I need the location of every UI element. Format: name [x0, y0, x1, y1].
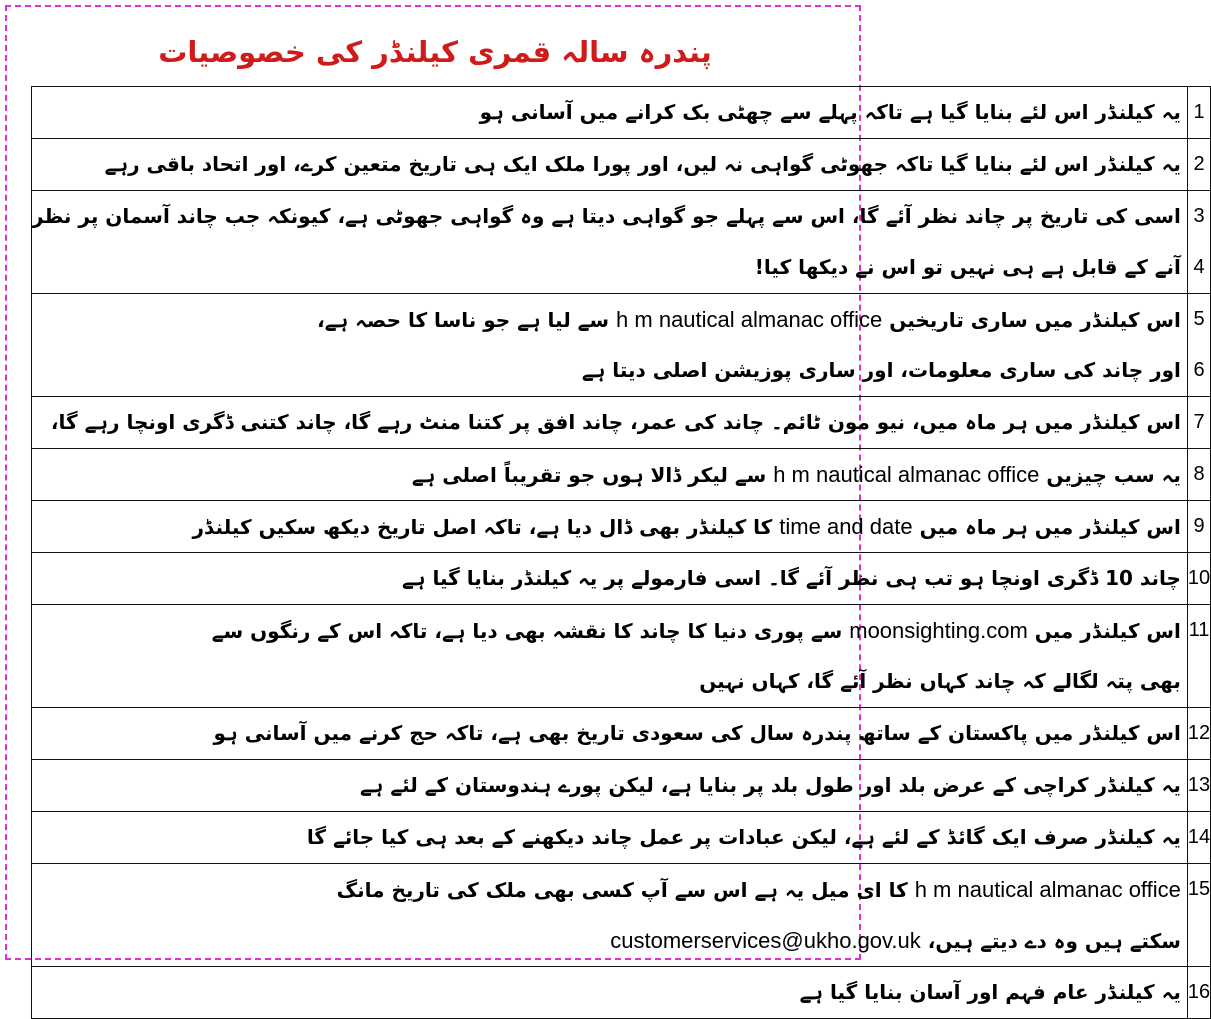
table-row	[32, 87, 1211, 139]
feature-text-cell	[32, 501, 1188, 553]
urdu-text: آنے کے قابل ہے ہی نہیں تو اس نے دیکھا کیا!	[754, 255, 1181, 279]
feature-text-cell	[32, 191, 1188, 294]
feature-text-cell	[32, 397, 1188, 449]
item-number-cell	[1187, 708, 1210, 760]
feature-text-line	[32, 708, 1187, 759]
item-number: 5	[1193, 308, 1205, 330]
item-number-cell	[1187, 501, 1210, 553]
table-row	[32, 708, 1211, 760]
urdu-text: یہ کیلنڈر صرف ایک گائڈ کے لئے ہے، لیکن عبادات پر عمل چاند دیکھنے کے بعد ہی کیا جائے گا	[306, 825, 1181, 849]
feature-text-line	[32, 397, 1187, 448]
urdu-text: اسی کی تاریخ پر چاند نظر آئے گا، اس سے پہلے جو گواہی دیتا ہے وہ گواہی جھوٹی ہے، کیونکہ جب چاند آسمان پر نظر	[32, 204, 1181, 228]
item-number: 16	[1187, 981, 1211, 1003]
table-row	[32, 553, 1211, 605]
item-number-cell	[1187, 449, 1210, 501]
feature-text-cell	[32, 605, 1188, 708]
table-row	[32, 967, 1211, 1019]
feature-text-cell	[32, 139, 1188, 191]
urdu-text: اس کیلنڈر میں ہر ماہ میں، نیو مون ٹائم۔ چاند کی عمر، چاند افق پر کتنا منٹ رہے گا، چاند کتنی ڈگری اونچا رہے گا،	[50, 410, 1181, 434]
feature-text-line	[32, 967, 1187, 1018]
item-number-cell	[1187, 553, 1210, 605]
page-title: پندرہ سالہ قمری کیلنڈر کی خصوصیات	[158, 35, 712, 69]
english-term: time and date	[779, 514, 913, 539]
english-term: customerservices@ukho.gov.uk	[610, 928, 921, 953]
feature-text-cell	[32, 87, 1188, 139]
urdu-text: یہ سب چیزیں	[1046, 463, 1181, 487]
feature-text-cell	[32, 294, 1188, 397]
table-row	[32, 449, 1211, 501]
english-term: h m nautical almanac office	[773, 462, 1040, 487]
table-row	[32, 191, 1211, 294]
urdu-text: اور چاند کی ساری معلومات، اور ساری پوزیشن اصلی دیتا ہے	[581, 358, 1181, 382]
item-number: 14	[1187, 826, 1211, 848]
item-number-cell	[1187, 87, 1210, 139]
feature-text-line	[32, 242, 1187, 293]
urdu-text: اس کیلنڈر میں ساری تاریخیں	[889, 308, 1181, 332]
feature-text-cell	[32, 864, 1188, 967]
table-row	[32, 294, 1211, 397]
item-number: 13	[1187, 774, 1211, 796]
feature-text-line	[32, 501, 1187, 552]
feature-text-line	[32, 449, 1187, 500]
item-number: 6	[1193, 359, 1205, 381]
urdu-text: سے لیا ہے جو ناسا کا حصہ ہے،	[317, 308, 610, 332]
item-number: 4	[1193, 256, 1205, 278]
table-row	[32, 397, 1211, 449]
urdu-text: یہ کیلنڈر اس لئے بنایا گیا ہے تاکہ پہلے سے چھٹی بک کرانے میں آسانی ہو	[479, 100, 1181, 124]
table-row	[32, 864, 1211, 967]
english-term: h m nautical almanac office	[914, 877, 1181, 902]
urdu-text: کا ای میل یہ ہے اس سے آپ کسی بھی ملک کی تاریخ مانگ	[336, 878, 908, 902]
feature-text-cell	[32, 760, 1188, 812]
urdu-text: چاند 10 ڈگری اونچا ہو تب ہی نظر آئے گا۔ اسی فارمولے پر یہ کیلنڈر بنایا گیا ہے	[402, 566, 1181, 590]
table-row	[32, 812, 1211, 864]
feature-text-line	[32, 191, 1187, 242]
item-number-cell	[1187, 605, 1210, 708]
item-number: 8	[1193, 463, 1205, 485]
feature-text-line	[32, 553, 1187, 604]
table-row	[32, 139, 1211, 191]
item-number-cell	[1187, 139, 1210, 191]
urdu-text: اس کیلنڈر میں ہر ماہ میں	[919, 515, 1181, 539]
feature-text-line	[32, 605, 1187, 656]
urdu-text: یہ کیلنڈر کراچی کے عرض بلد اور طول بلد پر بنایا ہے، لیکن پورے ہندوستان کے لئے ہے	[359, 773, 1181, 797]
feature-text-cell	[32, 967, 1188, 1019]
urdu-text: سکتے ہیں وہ دے دیتے ہیں،	[927, 929, 1181, 953]
item-number: 9	[1193, 515, 1205, 537]
features-table	[31, 86, 1211, 1019]
item-number: 1	[1193, 101, 1205, 123]
urdu-text: کا کیلنڈر بھی ڈال دیا ہے، تاکہ اصل تاریخ دیکھ سکیں کیلنڈر	[192, 515, 773, 539]
table-row	[32, 760, 1211, 812]
urdu-text: بھی پتہ لگالے کہ چاند کہاں نظر آئے گا، کہاں نہیں	[699, 669, 1181, 693]
feature-text-line	[32, 760, 1187, 811]
item-number: 10	[1187, 567, 1211, 589]
feature-text-line	[32, 294, 1187, 345]
feature-text-cell	[32, 708, 1188, 760]
urdu-text: اس کیلنڈر میں پاکستان کے ساتھ پندرہ سال کی سعودی تاریخ بھی ہے، تاکہ حج کرنے میں آسانی ہو	[213, 721, 1181, 745]
english-term: h m nautical almanac office	[616, 307, 883, 332]
item-number-cell	[1187, 812, 1210, 864]
feature-text-line	[32, 656, 1187, 707]
feature-text-line	[32, 345, 1187, 396]
urdu-text: سے پوری دنیا کا چاند کا نقشہ بھی دیا ہے، تاکہ اس کے رنگوں سے	[211, 619, 843, 643]
feature-text-line	[32, 864, 1187, 915]
item-number-cell	[1187, 397, 1210, 449]
urdu-text: اس کیلنڈر میں	[1034, 619, 1181, 643]
item-number: 11	[1188, 619, 1210, 641]
feature-text-line	[32, 915, 1187, 966]
feature-text-cell	[32, 553, 1188, 605]
urdu-text: سے لیکر ڈالا ہوں جو تقریباً اصلی ہے	[411, 463, 767, 487]
item-number-cell	[1187, 864, 1210, 967]
item-number: 2	[1193, 153, 1205, 175]
table-row	[32, 605, 1211, 708]
item-number-cell	[1187, 294, 1210, 397]
item-number: 3	[1193, 205, 1205, 227]
item-number: 15	[1187, 878, 1211, 900]
item-number-cell	[1187, 760, 1210, 812]
feature-text-line	[32, 87, 1187, 138]
feature-text-line	[32, 812, 1187, 863]
feature-text-cell	[32, 449, 1188, 501]
item-number-cell	[1187, 191, 1210, 294]
urdu-text: یہ کیلنڈر عام فہم اور آسان بنایا گیا ہے	[799, 980, 1181, 1004]
english-term: moonsighting.com	[849, 618, 1028, 643]
item-number: 7	[1193, 411, 1205, 433]
feature-text-cell	[32, 812, 1188, 864]
table-row	[32, 501, 1211, 553]
item-number: 12	[1187, 722, 1211, 744]
urdu-text: یہ کیلنڈر اس لئے بنایا گیا تاکہ جھوٹی گواہی نہ لیں، اور پورا ملک ایک ہی تاریخ متعین کرے، اور اتحاد باقی رہے	[104, 152, 1181, 176]
item-number-cell	[1187, 967, 1210, 1019]
feature-text-line	[32, 139, 1187, 190]
